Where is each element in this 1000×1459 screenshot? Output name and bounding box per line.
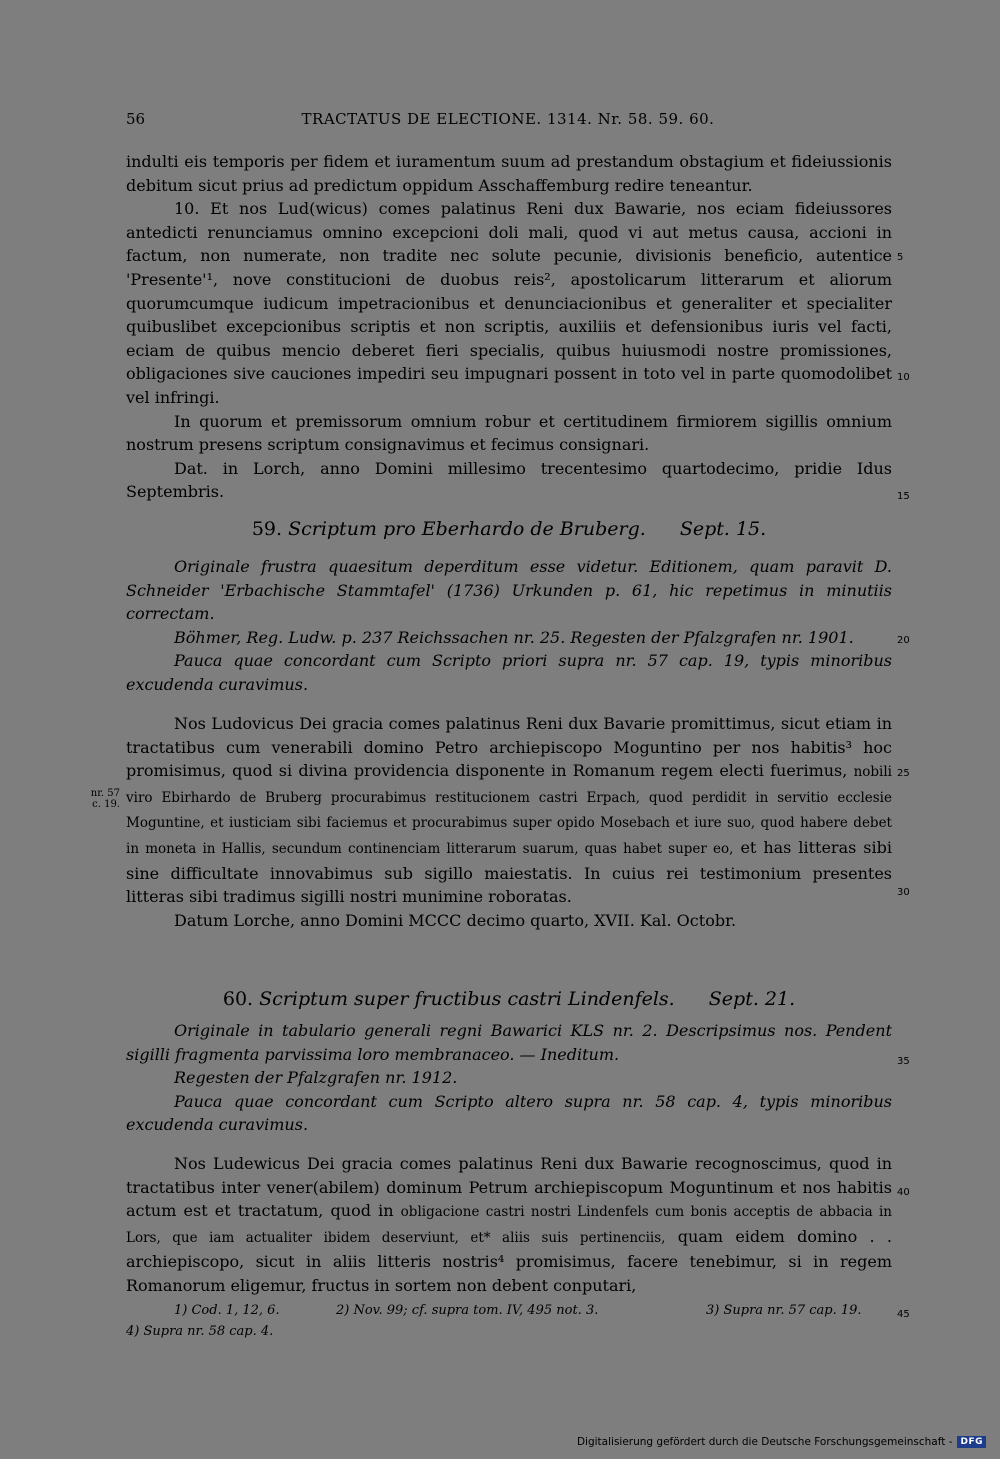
footnote: 3) Supra nr. 57 cap. 19. — [706, 1303, 862, 1318]
source-note: Originale in tabulario generali regni Bawarici KLS nr. 2. Descripsimus nos. Pendent sigilli fragmenta parvissima loro membranaceo. — Ineditum. — [126, 1021, 892, 1064]
paragraph: 10. Et nos Lud(wicus) comes palatinus Reni dux Bawarie, nos eciam fideiussores antedicti renunciamus omnino excepcioni doli mali, quod vi aut metus causa, accioni in factum, non numerate, non tradite nec solute pecunie, divisionis beneficio, autentice 'Presente'¹, nove constitucioni de duobus reis², apostolicarum litterarum et aliorum quorumcumque iudicum impetracionibus et denunciacionibus et generaliter et specialiter quibuslibet excepcionibus scriptis et non scriptis, auxiliis et defensionibus iuris vel facti, eciam de quibus mencio deberet fieri specialis, quibus huiusmodi nostre promissiones, obligaciones sive cauciones impediri seu impugnari possent in toto vel in parte quomodolibet vel infringi. — [126, 199, 892, 407]
doc-title: Scriptum super fructibus castri Lindenfels. — [259, 988, 675, 1010]
line-number: 5 — [897, 252, 904, 263]
credit-text: Digitalisierung gefördert durch die Deutsche Forschungsgemeinschaft - — [576, 1436, 953, 1448]
text-run: Nos Ludovicus Dei gracia comes palatinus Reni dux Bavarie promittimus, sicut etiam in tractatibus cum venerabili domino Petro archiepiscopo Moguntino per nos habitis³ hoc promisimus, quod si divina providencia disponente in Romanum regem electi fuerimus, — [126, 714, 892, 781]
doc-title: Scriptum pro Eberhardo de Bruberg. — [288, 518, 646, 540]
small-type-run: obligacione castri nostri Lindenfels cum bonis acceptis de abbacia in Lors, que iam actualiter ibidem deserviunt, et* aliis suis pertinenciis, — [126, 1204, 892, 1246]
doc-number: 60. — [222, 988, 254, 1010]
text-run: quam eidem domino . . archiepiscopo, sicut in aliis litteris nostris⁴ promisimus, facere tenebimur, si in regem Romanorum eligemur, fructus in sortem non debent conputari, — [126, 1226, 892, 1295]
paragraph: In quorum et premissorum omnium robur et certitudinem firmiorem sigillis omnium nostrum presens scriptum consignavimus et fecimus consignari. — [126, 411, 892, 455]
line-number: 35 — [897, 1056, 910, 1067]
document-heading-59 — [126, 518, 892, 540]
footnotes — [126, 1300, 892, 1342]
page-number: 56 — [126, 110, 146, 128]
regest-note: Böhmer, Reg. Ludw. p. 237 Reichssachen nr. 25. Regesten der Pfalzgrafen nr. 1901. — [174, 627, 854, 647]
running-title: TRACTATUS DE ELECTIONE. 1314. Nr. 58. 59. 60. — [301, 110, 715, 128]
document-heading-60 — [126, 988, 892, 1010]
doc59-text — [126, 712, 892, 932]
digitization-credit — [577, 1436, 986, 1448]
margin-reference: nr. 57 c. 19. — [90, 788, 120, 810]
dfg-logo: DFG — [957, 1436, 986, 1448]
doc-number: 59. — [251, 518, 283, 540]
footnote: 4) Supra nr. 58 cap. 4. — [126, 1324, 274, 1339]
doc-date: Sept. 21. — [708, 988, 796, 1010]
line-number: 10 — [897, 372, 910, 383]
paragraph: Dat. in Lorch, anno Domini millesimo trecentesimo quartodecimo, pridie Idus Septembris. — [126, 458, 892, 502]
text-run: et has litteras sibi sine difficultate innovabimus sub sigillo maiestatis. In cuius rei testimonium presentes litteras sibi tradimus sigilli nostri munimine roboratas. — [126, 837, 892, 907]
line-number: 45 — [897, 1309, 910, 1320]
footnote: 1) Cod. 1, 12, 6. — [174, 1303, 280, 1318]
text-run: Nos Ludewicus Dei gracia comes palatinus Reni dux Bawarie recognoscimus, quod in tractatibus inter vener(abilem) dominum Petrum archiepiscopum Moguntinum et nos habitis actum est et tractatum, quod in — [126, 1154, 892, 1221]
line-number: 30 — [897, 887, 910, 898]
small-type-run: nobili viro Ebirhardo de Bruberg procurabimus restitucionem castri Erpach, quod perdidit in servitio ecclesie Moguntine, et iusticiam sibi faciemus et procurabimus super opido Mosebach et iure suo, quod habere debet in moneta in Hallis, secundum continenciam litterarum suarum, quas habet super eo, — [126, 764, 892, 857]
line-number: 20 — [897, 635, 910, 646]
doc59-notes — [126, 555, 892, 697]
section-continuation — [126, 150, 892, 504]
datum-line: Datum Lorche, anno Domini MCCC decimo quarto, XVII. Kal. Octobr. — [174, 910, 737, 930]
line-number: 15 — [897, 491, 910, 502]
doc-date: Sept. 15. — [679, 518, 767, 540]
source-note: Originale frustra quaesitum deperditum esse videtur. Editionem, quam paravit D. Schneider 'Erbachische Stammtafel' (1736) Urkunden p. 61, hic repetimus in minutiis correctam. — [126, 557, 892, 624]
line-number: 25 — [897, 768, 910, 779]
print-note: Pauca quae concordant cum Scripto priori supra nr. 57 cap. 19, typis minoribus excudenda curavimus. — [126, 651, 892, 694]
paragraph: indulti eis temporis per fidem et iuramentum suum ad prestandum obstagium et fideiussionis debitum sicut prius ad predictum oppidum Asschaffemburg redire teneantur. — [126, 152, 892, 195]
regest-note: Regesten der Pfalzgrafen nr. 1912. — [174, 1068, 458, 1088]
line-number: 40 — [897, 1187, 910, 1198]
doc60-notes — [126, 1019, 892, 1137]
doc60-text — [126, 1152, 892, 1298]
footnote: 2) Nov. 99; cf. supra tom. IV, 495 not. 3. — [336, 1303, 599, 1318]
print-note: Pauca quae concordant cum Scripto altero supra nr. 58 cap. 4, typis minoribus excudenda curavimus. — [126, 1091, 892, 1135]
